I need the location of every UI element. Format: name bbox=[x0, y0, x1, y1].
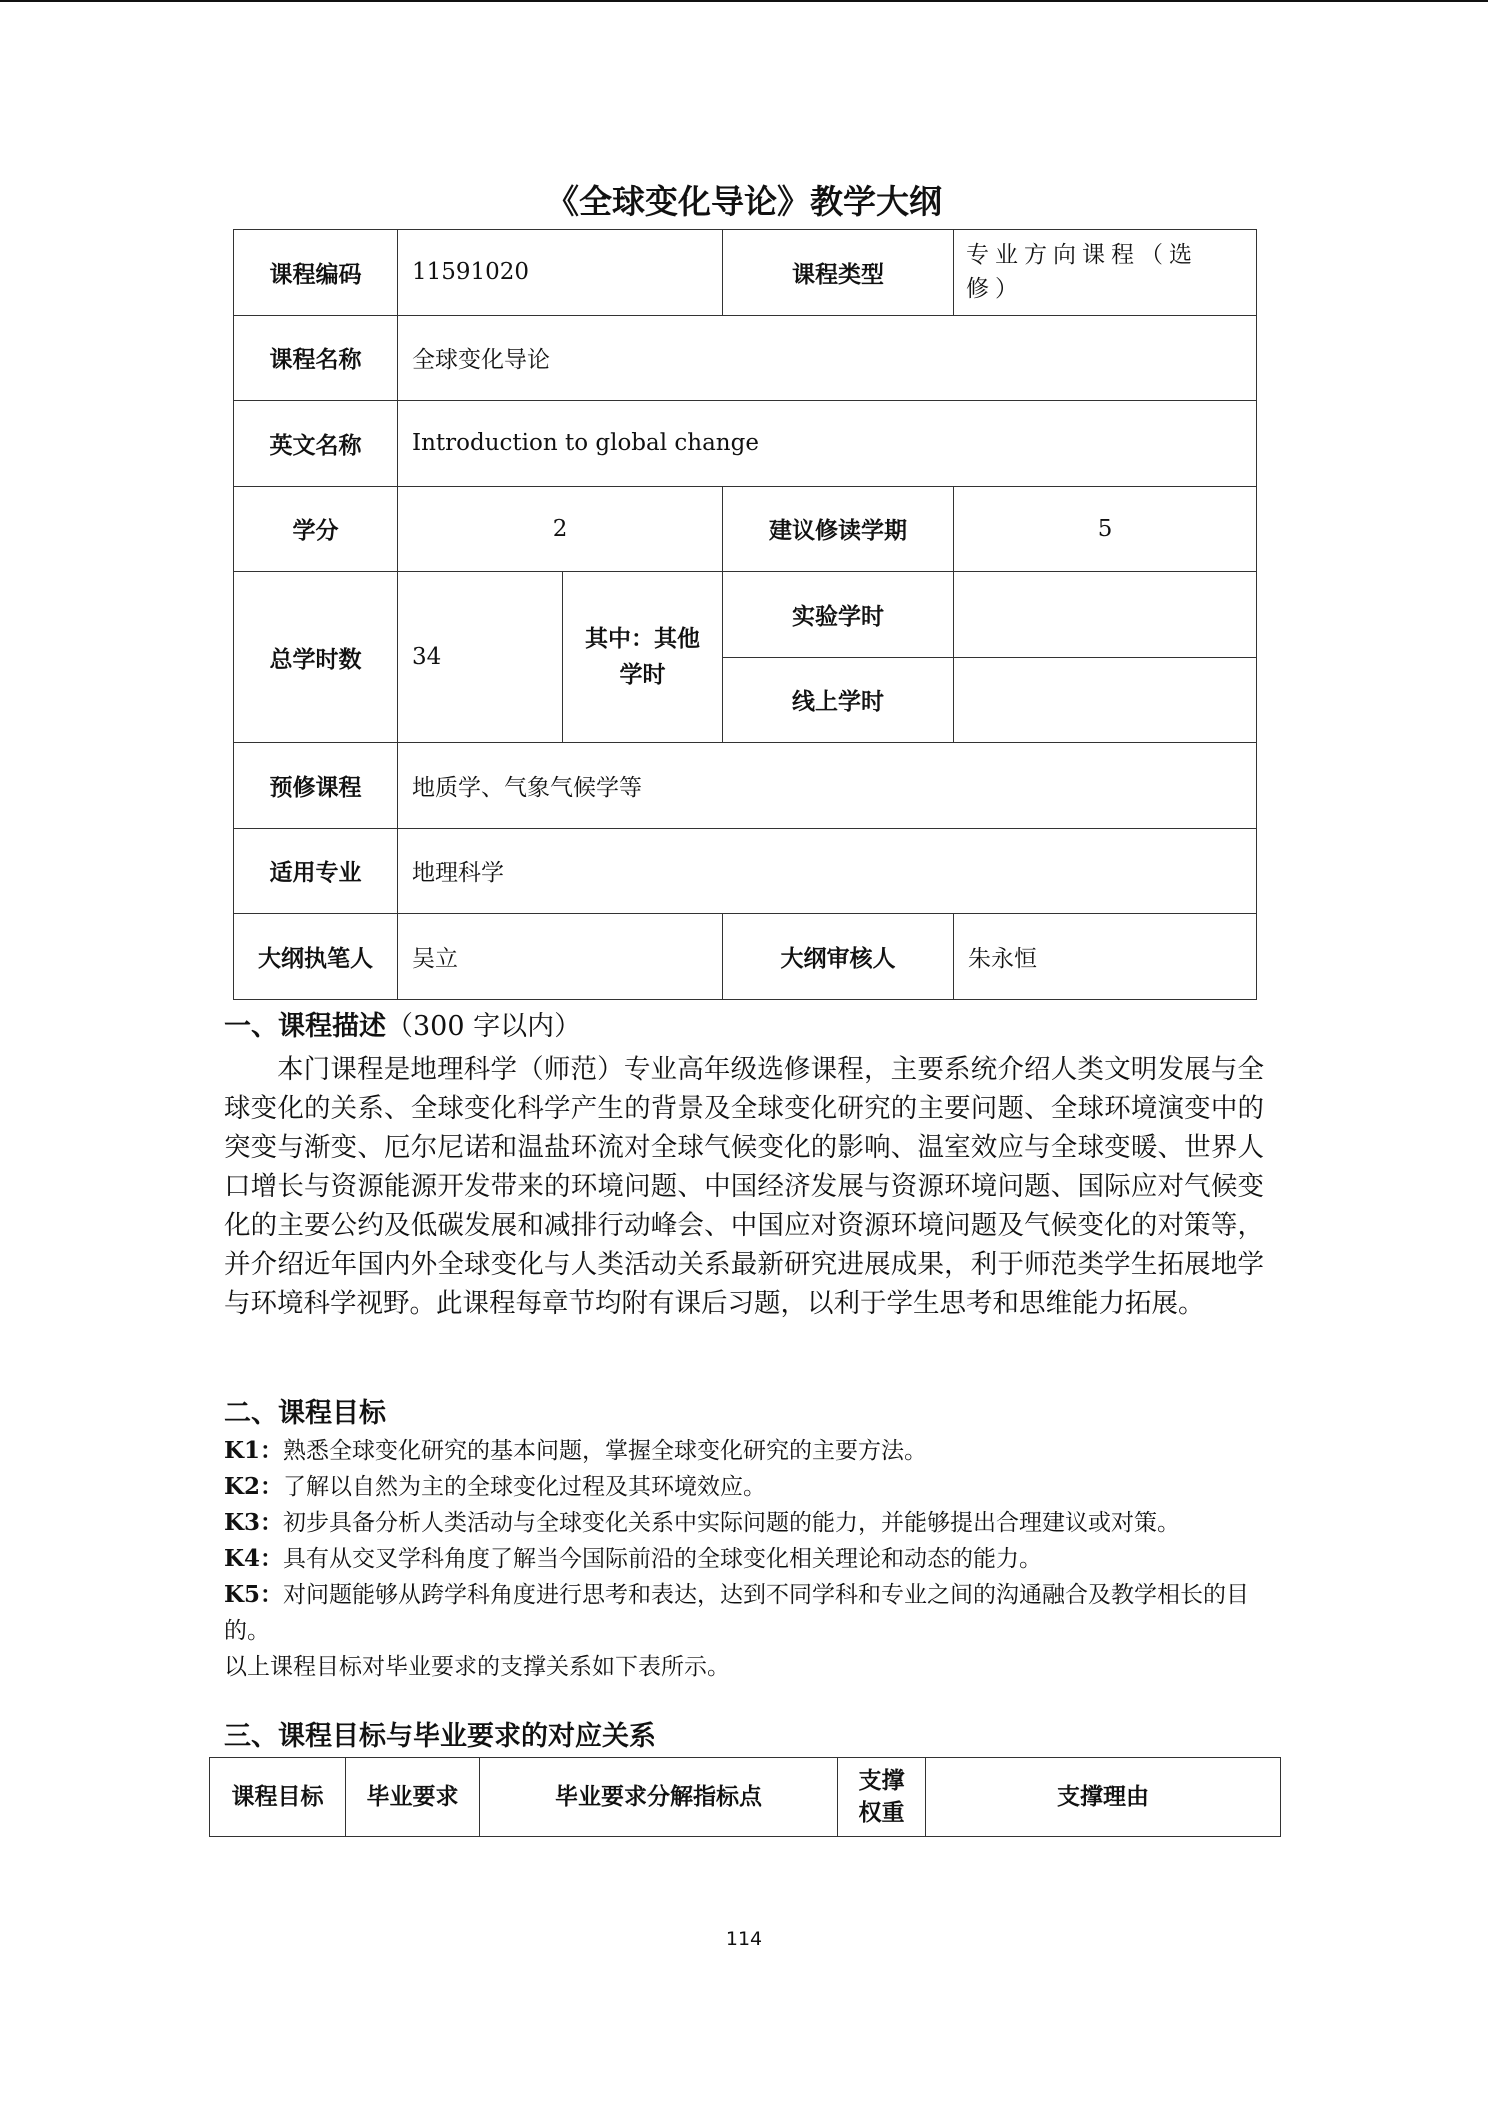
course-name-label: 课程名称 bbox=[234, 315, 398, 401]
section1-heading-note: （300 字以内） bbox=[386, 1011, 582, 1042]
english-name-label: 英文名称 bbox=[234, 401, 398, 487]
col-requirement-indicator: 毕业要求分解指标点 bbox=[480, 1758, 838, 1837]
goal-key: K4： bbox=[224, 1545, 283, 1572]
course-type-value: 专业方向课程（选修） bbox=[954, 230, 1257, 316]
goal-key: K3： bbox=[224, 1509, 283, 1536]
goal-text: 熟悉全球变化研究的基本问题，掌握全球变化研究的主要方法。 bbox=[283, 1438, 927, 1464]
course-type-label: 课程类型 bbox=[723, 230, 954, 316]
mapping-table bbox=[209, 1757, 1281, 1837]
major-value: 地理科学 bbox=[398, 828, 1257, 914]
other-hours-label: 其中：其他学时 bbox=[563, 572, 723, 743]
col-support-reason: 支撑理由 bbox=[926, 1758, 1281, 1837]
goal-text: 了解以自然为主的全球变化过程及其环境效应。 bbox=[283, 1474, 766, 1500]
document-title: 《全球变化导论》教学大纲 bbox=[546, 182, 942, 221]
section1-heading-text: 一、课程描述 bbox=[224, 1011, 386, 1042]
prereq-label: 预修课程 bbox=[234, 743, 398, 829]
page-number: 114 bbox=[725, 1928, 763, 1950]
course-name-value: 全球变化导论 bbox=[398, 315, 1257, 401]
credit-label: 学分 bbox=[234, 486, 398, 572]
col-support-weight: 支撑权重 bbox=[838, 1758, 926, 1837]
goal-key: K2： bbox=[224, 1473, 283, 1500]
goal-text: 具有从交叉学科角度了解当今国际前沿的全球变化相关理论和动态的能力。 bbox=[283, 1546, 1042, 1572]
semester-label: 建议修读学期 bbox=[723, 486, 954, 572]
english-name-value: Introduction to global change bbox=[398, 401, 1257, 487]
reviewer-value: 朱永恒 bbox=[954, 914, 1257, 1000]
lab-hours-value bbox=[954, 572, 1257, 658]
goal-text: 初步具备分析人类活动与全球变化关系中实际问题的能力，并能够提出合理建议或对策。 bbox=[283, 1510, 1180, 1536]
author-label: 大纲执笔人 bbox=[234, 914, 398, 1000]
page-top-border bbox=[0, 0, 1488, 2]
course-info-table bbox=[233, 229, 1257, 1000]
goal-key: K1： bbox=[224, 1437, 283, 1464]
goal-item bbox=[224, 1577, 1264, 1649]
mapping-header-row bbox=[210, 1758, 1281, 1837]
course-description: 本门课程是地理科学（师范）专业高年级选修课程，主要系统介绍人类文明发展与全球变化的关系、全球变化科学产生的背景及全球变化研究的主要问题、全球环境演变中的突变与渐变、厄尔尼诺和温盐环流对全球气候变化的影响、温室效应与全球变暖、世界人口增长与资源能源开发带来的环境问题、中国经济发展与资源环境问题、国际应对气候变化的主要公约及低碳发展和减排行动峰会、中国应对资源环境问题及气候变化的对策等，并介绍近年国内外全球变化与人类活动关系最新研究进展成果，利于师范类学生拓展地学与环境科学视野。此课程每章节均附有课后习题，以利于学生思考和思维能力拓展。 bbox=[224, 1054, 1264, 1319]
goal-key: K5： bbox=[224, 1581, 283, 1608]
col-graduation-requirement: 毕业要求 bbox=[346, 1758, 480, 1837]
section1-heading bbox=[224, 1008, 581, 1046]
course-code-value: 11591020 bbox=[398, 230, 723, 316]
course-code-label: 课程编码 bbox=[234, 230, 398, 316]
section3-heading: 三、课程目标与毕业要求的对应关系 bbox=[224, 1721, 656, 1752]
lab-hours-label: 实验学时 bbox=[723, 572, 954, 658]
goal-item bbox=[224, 1469, 1264, 1505]
col-course-goal: 课程目标 bbox=[210, 1758, 346, 1837]
semester-value: 5 bbox=[954, 486, 1257, 572]
goal-item bbox=[224, 1433, 1264, 1469]
total-hours-label: 总学时数 bbox=[234, 572, 398, 743]
goal-item bbox=[224, 1505, 1264, 1541]
goals-closing: 以上课程目标对毕业要求的支撑关系如下表所示。 bbox=[224, 1654, 730, 1680]
credit-value: 2 bbox=[398, 486, 723, 572]
section2-heading: 二、课程目标 bbox=[224, 1398, 386, 1429]
online-hours-value bbox=[954, 657, 1257, 743]
course-goals bbox=[224, 1433, 1264, 1685]
author-value: 吴立 bbox=[398, 914, 723, 1000]
prereq-value: 地质学、气象气候学等 bbox=[398, 743, 1257, 829]
major-label: 适用专业 bbox=[234, 828, 398, 914]
total-hours-value: 34 bbox=[398, 572, 563, 743]
online-hours-label: 线上学时 bbox=[723, 657, 954, 743]
goal-text: 对问题能够从跨学科角度进行思考和表达，达到不同学科和专业之间的沟通融合及教学相长的目的。 bbox=[224, 1582, 1249, 1644]
goal-item bbox=[224, 1541, 1264, 1577]
reviewer-label: 大纲审核人 bbox=[723, 914, 954, 1000]
